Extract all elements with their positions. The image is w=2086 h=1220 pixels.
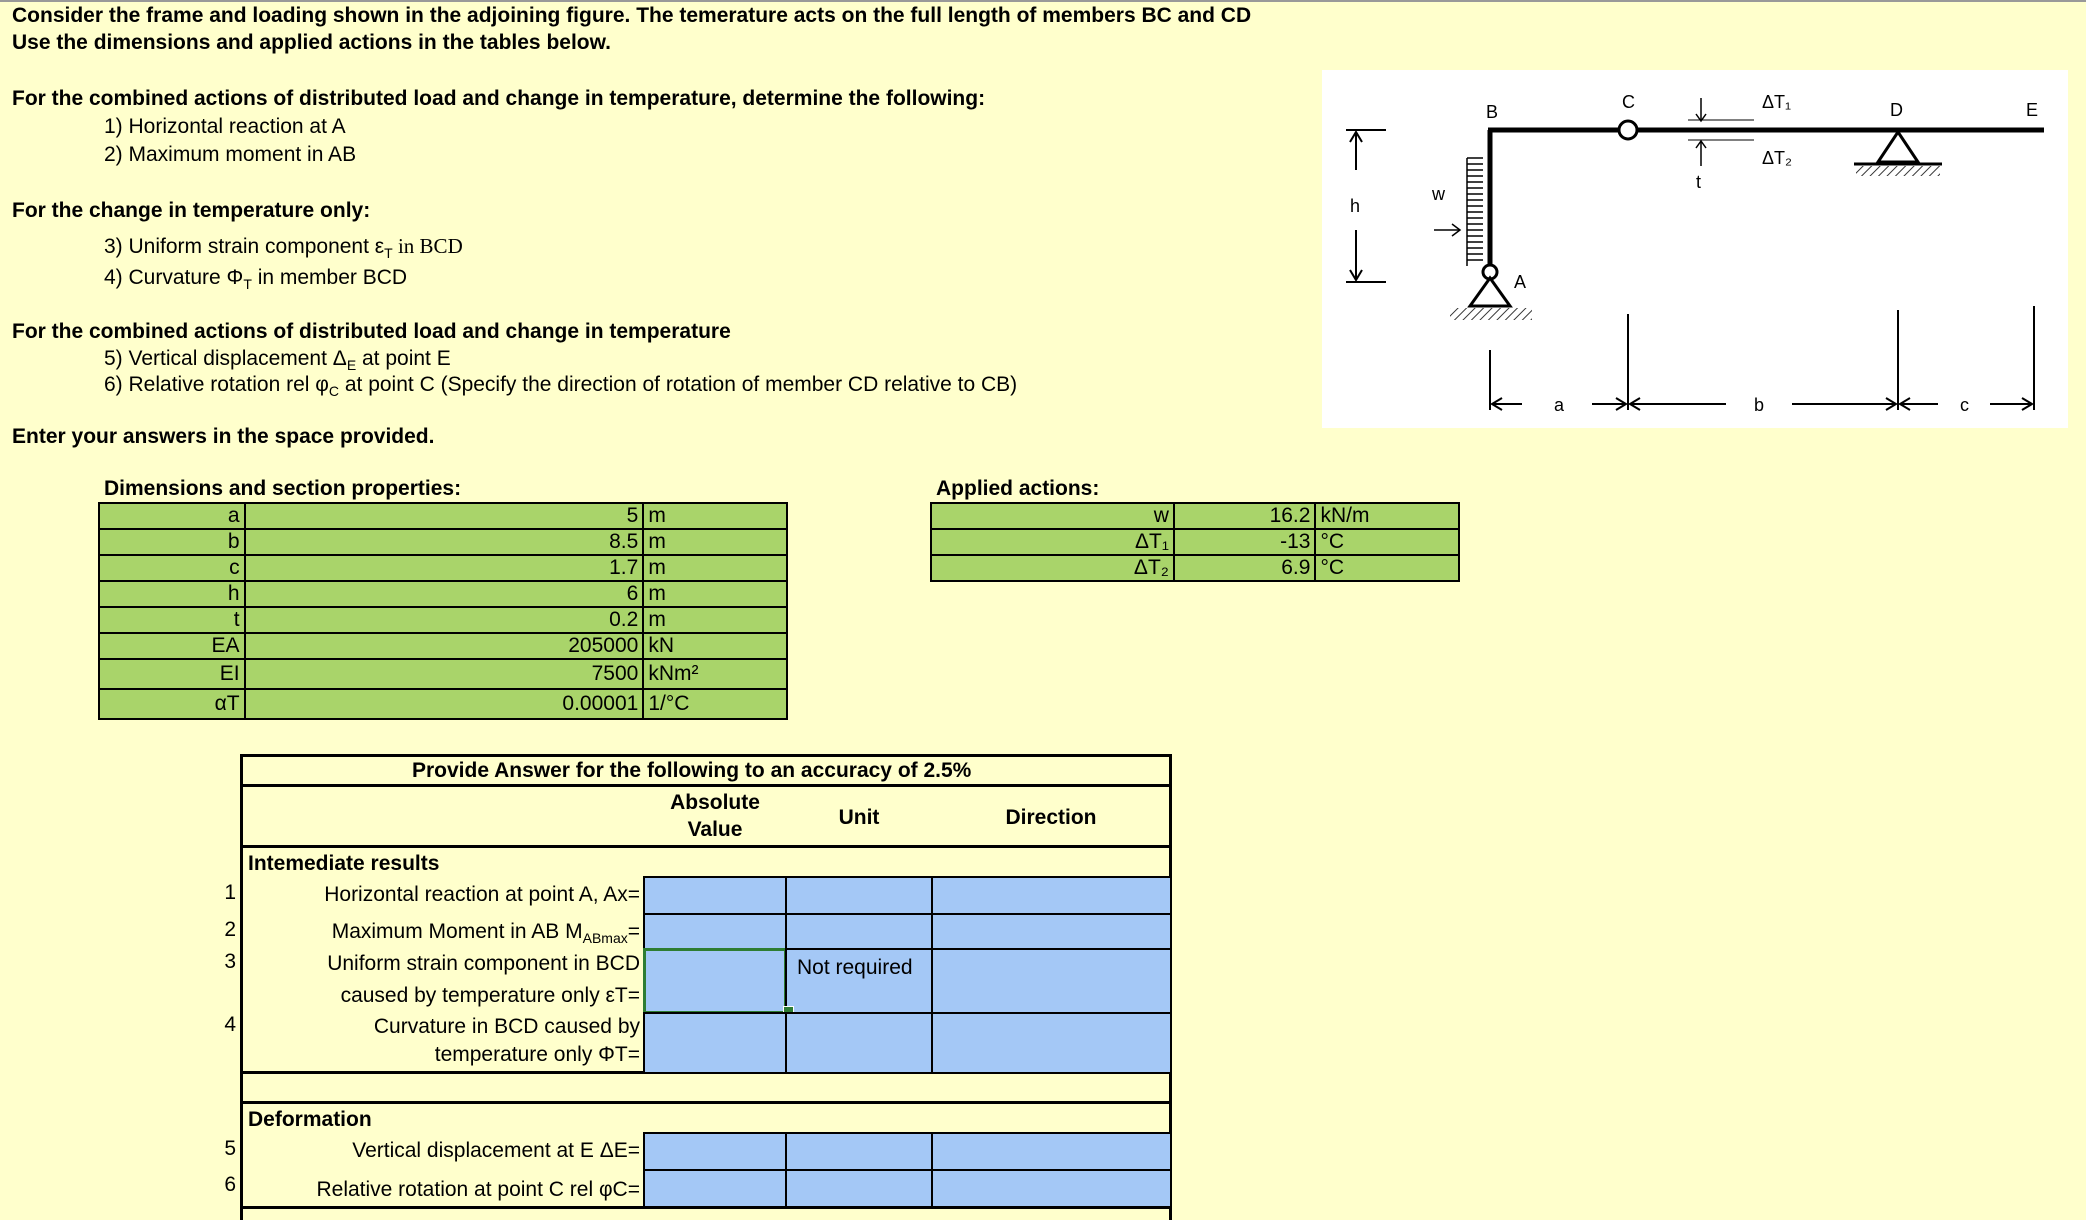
answer-table-title: Provide Answer for the following to an accuracy of 2.5%	[412, 759, 972, 782]
dim-unit: m	[643, 607, 787, 633]
q6-sub: C	[328, 383, 340, 400]
answer-curvature-value[interactable]	[643, 1012, 787, 1074]
dim-unit: 1/°C	[643, 689, 787, 719]
section1-heading: For the combined actions of distributed load and change in temperature, determine the following:	[12, 87, 986, 110]
dim-value[interactable]: 1.7	[245, 555, 644, 581]
answer-de-direction[interactable]	[931, 1132, 1172, 1171]
section2-heading: For the change in temperature only:	[12, 199, 371, 222]
action-name: w	[931, 503, 1174, 529]
not-required-text: Not required	[797, 956, 913, 979]
dimension-row-ea	[99, 633, 787, 659]
dim-unit: m	[643, 503, 787, 529]
col-direction: Direction	[1005, 806, 1097, 829]
dimensions-table	[98, 502, 788, 720]
question-6	[104, 371, 1017, 405]
answer-border-title	[240, 784, 1172, 787]
frame-figure	[1322, 70, 2068, 428]
action-row-dt1	[931, 529, 1459, 555]
answer-mab-direction[interactable]	[931, 913, 1172, 950]
answer-border-header	[240, 845, 1172, 848]
dim-name: h	[99, 581, 245, 607]
q6-text: 6) Relative rotation rel φ	[104, 373, 329, 396]
row4-label-2: temperature only ΦT=	[434, 1043, 640, 1066]
label-dt1: ΔT₁	[1762, 92, 1792, 112]
action-row-w	[931, 503, 1459, 529]
answer-strain-value[interactable]	[643, 948, 787, 1014]
answer-rot-direction[interactable]	[931, 1169, 1172, 1208]
dimension-row-ei	[99, 659, 787, 689]
row-number: 3	[224, 950, 236, 973]
label-h: h	[1350, 196, 1361, 216]
answer-ax-value[interactable]	[643, 876, 787, 915]
answer-border-left	[240, 754, 243, 1220]
col-absolute: Absolute	[670, 791, 760, 814]
dim-value[interactable]: 0.2	[245, 607, 644, 633]
answer-de-value[interactable]	[643, 1132, 787, 1171]
q3-sub: T	[384, 245, 393, 262]
label-b: B	[1486, 102, 1499, 122]
question-4	[104, 264, 407, 298]
dim-value[interactable]: 0.00001	[245, 689, 644, 719]
row-number: 1	[224, 881, 236, 904]
row-number: 6	[224, 1173, 236, 1196]
question-3	[104, 233, 463, 267]
q3-post: in BCD	[392, 234, 463, 258]
label-e: E	[2026, 100, 2039, 120]
dimension-row-alpha	[99, 689, 787, 719]
q6-post: at point C (Specify the direction of rotation of member CD relative to CB)	[339, 373, 1018, 396]
support-a	[1470, 278, 1510, 306]
ground-d	[1856, 166, 1940, 176]
answer-strain-unit	[785, 948, 933, 1014]
action-value[interactable]: -13	[1174, 529, 1316, 555]
row2-label	[250, 918, 640, 952]
q5-text: 5) Vertical displacement Δ	[104, 347, 347, 370]
label-dim-c: c	[1960, 395, 1969, 415]
label-c: C	[1622, 92, 1635, 112]
dimensions-heading: Dimensions and section properties:	[104, 477, 462, 500]
label-a: A	[1514, 272, 1527, 292]
section3-heading: For the combined actions of distributed load and change in temperature	[12, 320, 731, 343]
answer-rot-unit[interactable]	[785, 1169, 933, 1208]
answer-de-unit[interactable]	[785, 1132, 933, 1171]
dim-name: EA	[99, 633, 245, 659]
action-value[interactable]: 6.9	[1174, 555, 1316, 581]
row1-label: Horizontal reaction at point A, Ax=	[324, 883, 640, 906]
col-value: Value	[687, 818, 743, 841]
col-unit: Unit	[838, 806, 880, 829]
row6-label: Relative rotation at point C rel φC=	[316, 1178, 640, 1201]
q4-text: 4) Curvature	[104, 266, 227, 289]
intro-line-1: Consider the frame and loading shown in the adjoining figure. The temerature acts on the full length of members BC and CD	[12, 4, 1252, 27]
row5-label: Vertical displacement at E ΔE=	[352, 1139, 640, 1162]
dim-name: αT	[99, 689, 245, 719]
label-dim-b: b	[1754, 395, 1765, 415]
dim-value[interactable]: 5	[245, 503, 644, 529]
intermediate-heading: Intemediate results	[248, 852, 440, 875]
action-unit: kN/m	[1315, 503, 1459, 529]
deformation-heading: Deformation	[248, 1108, 372, 1131]
frame-diagram	[1322, 70, 2068, 428]
dimension-row-t	[99, 607, 787, 633]
distributed-load-w	[1467, 158, 1483, 266]
label-dt2: ΔT₂	[1762, 148, 1793, 168]
answer-rot-value[interactable]	[643, 1169, 787, 1208]
action-row-dt2	[931, 555, 1459, 581]
ground-a	[1450, 308, 1532, 320]
enter-answers-note: Enter your answers in the space provided.	[12, 425, 435, 448]
dimension-row-a	[99, 503, 787, 529]
dim-value[interactable]: 6	[245, 581, 644, 607]
label-w: w	[1432, 184, 1445, 204]
row-number: 4	[224, 1013, 236, 1036]
dim-name: a	[99, 503, 245, 529]
q4-symbol: Φ	[226, 266, 244, 289]
label-d: D	[1890, 100, 1903, 120]
hinge-c	[1619, 121, 1637, 139]
dim-value[interactable]: 205000	[245, 633, 644, 659]
row2-text: Maximum Moment in AB M	[331, 920, 583, 943]
actions-heading: Applied actions:	[936, 477, 1100, 500]
action-value[interactable]: 16.2	[1174, 503, 1316, 529]
action-unit: °C	[1315, 529, 1459, 555]
row2-post: =	[627, 920, 640, 943]
action-unit: °C	[1315, 555, 1459, 581]
answer-curvature-unit[interactable]	[785, 1012, 933, 1074]
question-1: 1) Horizontal reaction at A	[104, 115, 346, 138]
dim-value[interactable]: 7500	[245, 659, 644, 689]
q3-text: 3) Uniform strain component	[104, 235, 375, 258]
dim-value[interactable]: 8.5	[245, 529, 644, 555]
dim-name: t	[99, 607, 245, 633]
answer-ax-direction[interactable]	[931, 876, 1172, 915]
q5-post: at point E	[356, 347, 451, 370]
dim-name: c	[99, 555, 245, 581]
answer-mab-value[interactable]	[643, 913, 787, 950]
action-name: ΔT₁	[931, 529, 1174, 555]
label-dim-a: a	[1554, 395, 1565, 415]
answer-border-deform	[240, 1101, 1172, 1104]
q5-sub: E	[346, 357, 357, 374]
answer-strain-direction[interactable]	[931, 948, 1172, 1014]
answer-curvature-direction[interactable]	[931, 1012, 1172, 1074]
question-2: 2) Maximum moment in AB	[104, 143, 357, 166]
dim-unit: kN	[643, 633, 787, 659]
actions-table	[930, 502, 1460, 582]
answer-ax-unit[interactable]	[785, 876, 933, 915]
label-t: t	[1696, 172, 1702, 192]
dim-name: EI	[99, 659, 245, 689]
action-name: ΔT₂	[931, 555, 1174, 581]
row-number: 5	[224, 1137, 236, 1160]
dimension-row-c	[99, 555, 787, 581]
intro-line-2: Use the dimensions and applied actions in the tables below.	[12, 31, 612, 54]
row-number: 2	[224, 918, 236, 941]
q4-sub: T	[243, 276, 252, 293]
q4-post: in member BCD	[251, 266, 408, 289]
dim-name: b	[99, 529, 245, 555]
answer-mab-unit[interactable]	[785, 913, 933, 950]
row3-label-2: caused by temperature only εT=	[340, 984, 640, 1007]
row2-sub: ABmax	[582, 930, 628, 947]
row3-label-1: Uniform strain component in BCD	[327, 952, 640, 975]
row4-label-1: Curvature in BCD caused by	[373, 1015, 640, 1038]
dim-unit: m	[643, 555, 787, 581]
dimension-row-h	[99, 581, 787, 607]
dim-unit: m	[643, 529, 787, 555]
support-d	[1878, 132, 1918, 162]
dim-unit: m	[643, 581, 787, 607]
dimension-row-b	[99, 529, 787, 555]
dim-unit: kNm²	[643, 659, 787, 689]
q3-symbol: ε	[374, 235, 385, 258]
